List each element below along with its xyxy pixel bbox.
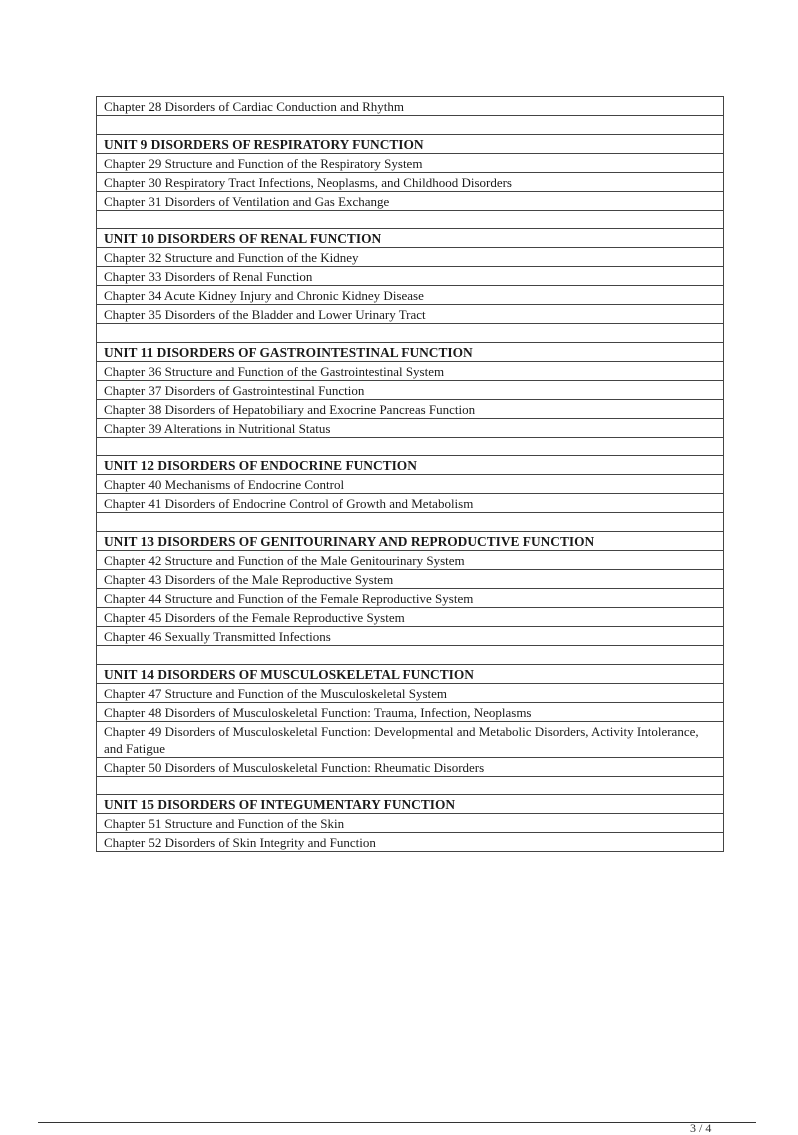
chapter-row: Chapter 50 Disorders of Musculoskeletal Function: Rheumatic Disorders bbox=[97, 758, 723, 777]
page-number: 3 / 4 bbox=[690, 1121, 712, 1135]
chapter-row: Chapter 32 Structure and Function of the Kidney bbox=[97, 248, 723, 267]
unit-heading: UNIT 9 DISORDERS OF RESPIRATORY FUNCTION bbox=[97, 135, 723, 154]
chapter-row: Chapter 36 Structure and Function of the Gastrointestinal System bbox=[97, 362, 723, 381]
chapter-row: Chapter 39 Alterations in Nutritional Status bbox=[97, 419, 723, 438]
chapter-row: Chapter 42 Structure and Function of the Male Genitourinary System bbox=[97, 551, 723, 570]
chapter-row: Chapter 52 Disorders of Skin Integrity and Function bbox=[97, 833, 723, 852]
chapter-row: Chapter 29 Structure and Function of the Respiratory System bbox=[97, 154, 723, 173]
chapter-row: Chapter 44 Structure and Function of the Female Reproductive System bbox=[97, 589, 723, 608]
chapter-row: Chapter 28 Disorders of Cardiac Conduction and Rhythm bbox=[97, 97, 723, 116]
unit-heading: UNIT 14 DISORDERS OF MUSCULOSKELETAL FUNCTION bbox=[97, 665, 723, 684]
unit-heading: UNIT 15 DISORDERS OF INTEGUMENTARY FUNCTION bbox=[97, 795, 723, 814]
footer-divider bbox=[38, 1122, 756, 1123]
unit-heading: UNIT 10 DISORDERS OF RENAL FUNCTION bbox=[97, 229, 723, 248]
chapter-row: Chapter 41 Disorders of Endocrine Control of Growth and Metabolism bbox=[97, 494, 723, 513]
chapter-row: Chapter 30 Respiratory Tract Infections, Neoplasms, and Childhood Disorders bbox=[97, 173, 723, 192]
chapter-row: Chapter 43 Disorders of the Male Reproductive System bbox=[97, 570, 723, 589]
table-of-contents bbox=[96, 96, 724, 852]
spacer-row bbox=[97, 777, 723, 796]
chapter-row: Chapter 40 Mechanisms of Endocrine Control bbox=[97, 475, 723, 494]
spacer-row bbox=[97, 116, 723, 135]
unit-heading: UNIT 12 DISORDERS OF ENDOCRINE FUNCTION bbox=[97, 456, 723, 475]
spacer-row bbox=[97, 324, 723, 343]
spacer-row bbox=[97, 211, 723, 230]
unit-heading: UNIT 13 DISORDERS OF GENITOURINARY AND REPRODUCTIVE FUNCTION bbox=[97, 532, 723, 551]
chapter-row: Chapter 34 Acute Kidney Injury and Chronic Kidney Disease bbox=[97, 286, 723, 305]
unit-heading: UNIT 11 DISORDERS OF GASTROINTESTINAL FUNCTION bbox=[97, 343, 723, 362]
spacer-row bbox=[97, 513, 723, 532]
chapter-row: Chapter 37 Disorders of Gastrointestinal Function bbox=[97, 381, 723, 400]
chapter-row: Chapter 33 Disorders of Renal Function bbox=[97, 267, 723, 286]
spacer-row bbox=[97, 438, 723, 457]
spacer-row bbox=[97, 646, 723, 665]
chapter-row: Chapter 35 Disorders of the Bladder and Lower Urinary Tract bbox=[97, 305, 723, 324]
chapter-row: Chapter 46 Sexually Transmitted Infections bbox=[97, 627, 723, 646]
chapter-row: Chapter 38 Disorders of Hepatobiliary and Exocrine Pancreas Function bbox=[97, 400, 723, 419]
chapter-row: Chapter 45 Disorders of the Female Reproductive System bbox=[97, 608, 723, 627]
chapter-row: Chapter 51 Structure and Function of the Skin bbox=[97, 814, 723, 833]
chapter-row: Chapter 47 Structure and Function of the Musculoskeletal System bbox=[97, 684, 723, 703]
chapter-row: Chapter 48 Disorders of Musculoskeletal Function: Trauma, Infection, Neoplasms bbox=[97, 703, 723, 722]
chapter-row: Chapter 31 Disorders of Ventilation and Gas Exchange bbox=[97, 192, 723, 211]
chapter-row: Chapter 49 Disorders of Musculoskeletal Function: Developmental and Metabolic Disorders, Activity Intolerance, and Fatigue bbox=[97, 722, 723, 758]
